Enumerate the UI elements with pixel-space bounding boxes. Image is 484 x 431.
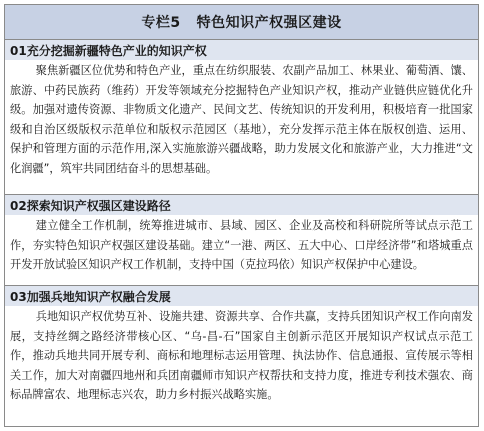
section-body: 聚焦新疆区位优势和特色产业，重点在纺织服装、农副产品加工、林果业、葡萄酒、馕、旅游、中药民族药（维药）开发等领域充分挖掘特色产业知识产权，推动产业链供应链优化升级。加强对遗传资源、非物质文化遗产、民间文艺、传统知识的开发利用，积极培育一批国家级和自治区级版权示范单位和版权示范园区（基地），充分发挥示范主体在版权创造、运用、保护和管理方面的示范作用,深入实施旅游兴疆战略，助力发展文化和旅游产业，大力推进“文化润疆”，筑牢共同团结奋斗的思想基础。 [10,64,473,175]
box-title-label: 专栏5 [141,15,181,31]
section-3 [5,286,478,427]
section-1 [5,40,478,195]
section-body: 兵地知识产权优势互补、设施共建、资源共享、合作共赢，支持兵团知识产权工作向南发展，支持丝绸之路经济带核心区、“乌-昌-石”国家自主创新示范区开展知识产权试点示范工作，推动兵地共同开展专利、商标和地理标志运用管理、执法协作、信息通报、宣传展示等相关工作，加大对南疆四地州和兵团南疆师市知识产权帮扶和支持力度，推进专利技术强农、商标品牌富农、地理标志兴农，助力乡村振兴战略实施。 [10,310,473,402]
column-box [4,4,479,427]
box-title [5,5,478,40]
section-heading: 01充分挖掘新疆特色产业的知识产权 [5,40,478,60]
section-2 [5,195,478,286]
box-title-text: 特色知识产权强区建设 [196,15,342,31]
section-heading: 03加强兵地知识产权融合发展 [5,286,478,306]
section-heading: 02探索知识产权强区建设路径 [5,195,478,215]
section-body: 建立健全工作机制，统筹推进城市、县域、园区、企业及高校和科研院所等试点示范工作，夯实特色知识产权强区建设基础。建立“一港、两区、五大中心、口岸经济带”和塔城重点开发开放试验区知识产权工作机制，支持中国（克拉玛依）知识产权保护中心建设。 [10,219,473,272]
